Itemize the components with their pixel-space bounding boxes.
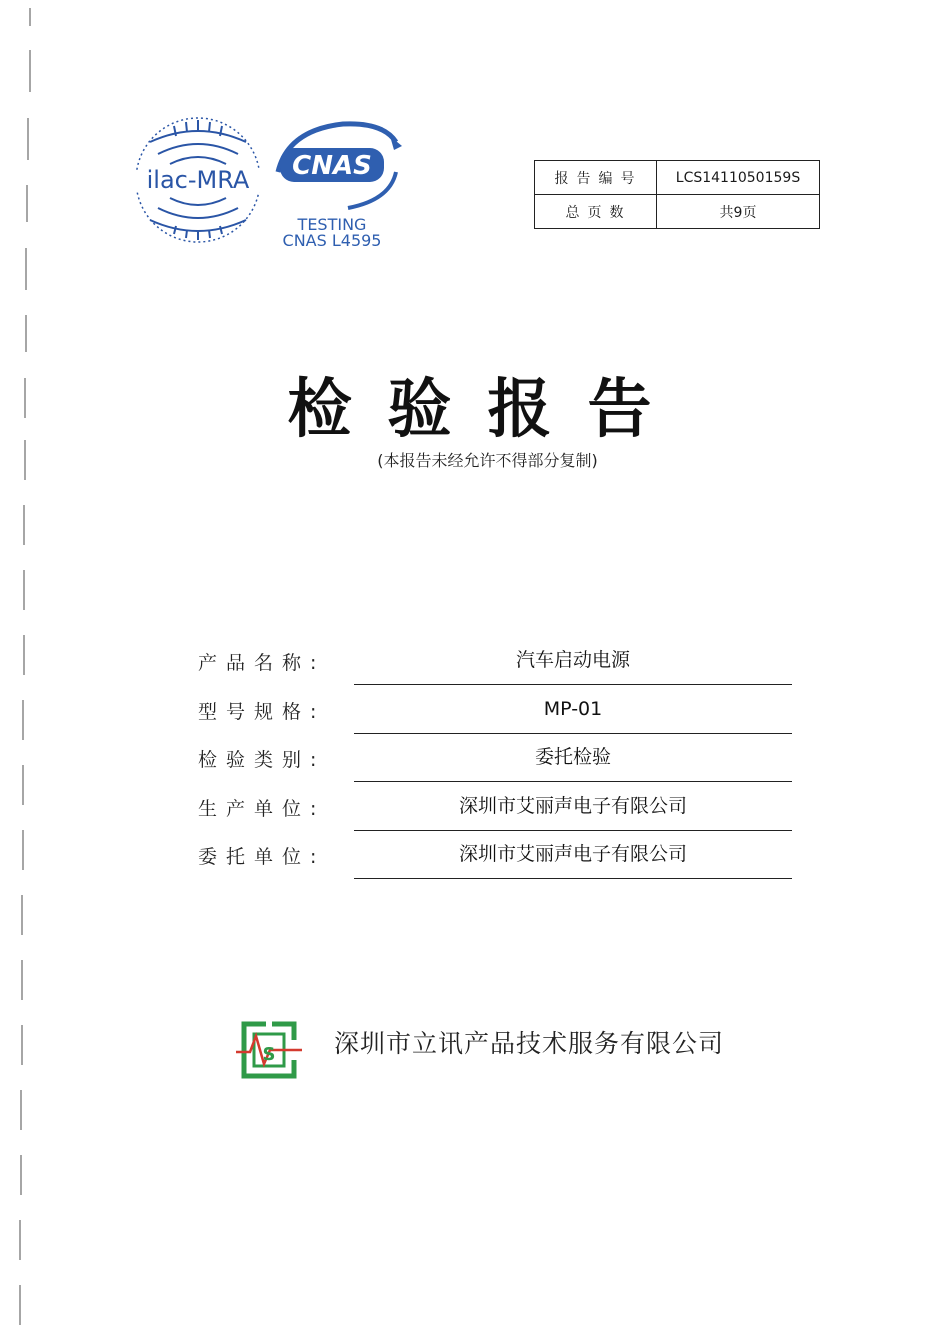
field-inspection-type xyxy=(198,737,798,786)
field-value: 深圳市艾丽声电子有限公司 xyxy=(354,834,792,879)
report-title: 检验报告 xyxy=(287,373,688,447)
cnas-text: CNAS xyxy=(292,151,372,181)
field-label: 生产单位: xyxy=(198,797,326,820)
report-number-value: LCS1411050159S xyxy=(657,161,820,195)
field-value: 汽车启动电源 xyxy=(354,640,792,685)
field-client xyxy=(198,834,798,883)
report-number-label: 报告编号 xyxy=(535,161,657,195)
report-subtitle: (本报告未经允许不得部分复制) xyxy=(377,451,598,470)
field-value: MP-01 xyxy=(354,689,792,734)
field-product-name xyxy=(198,640,798,689)
company-logo xyxy=(236,1020,302,1080)
report-number-row xyxy=(535,161,820,195)
testing-text: TESTING xyxy=(297,215,367,234)
accreditation-logos xyxy=(128,112,408,262)
field-label: 委托单位: xyxy=(198,846,326,868)
ilac-text: ilac-MRA xyxy=(146,166,250,194)
cnas-number-text: CNAS L4595 xyxy=(282,231,382,250)
field-value: 委托检验 xyxy=(354,737,792,782)
company-name: 深圳市立讯产品技术服务有限公司 xyxy=(334,1029,725,1058)
report-fields xyxy=(198,640,798,883)
report-info-table xyxy=(534,160,820,229)
ilac-mra-logo xyxy=(134,118,262,242)
field-label: 产品名称: xyxy=(198,652,326,674)
field-value: 深圳市艾丽声电子有限公司 xyxy=(354,786,792,831)
field-model xyxy=(198,689,798,738)
field-label: 型号规格: xyxy=(198,700,326,723)
total-pages-label: 总页数 xyxy=(535,195,657,229)
cnas-logo xyxy=(278,124,402,250)
total-pages-value: 共9页 xyxy=(657,195,820,229)
field-label: 检验类别: xyxy=(198,749,326,771)
field-manufacturer xyxy=(198,786,798,835)
binding-edge-marks xyxy=(0,0,40,1344)
company-logo-letter: S xyxy=(262,1044,276,1065)
total-pages-row xyxy=(535,195,820,229)
